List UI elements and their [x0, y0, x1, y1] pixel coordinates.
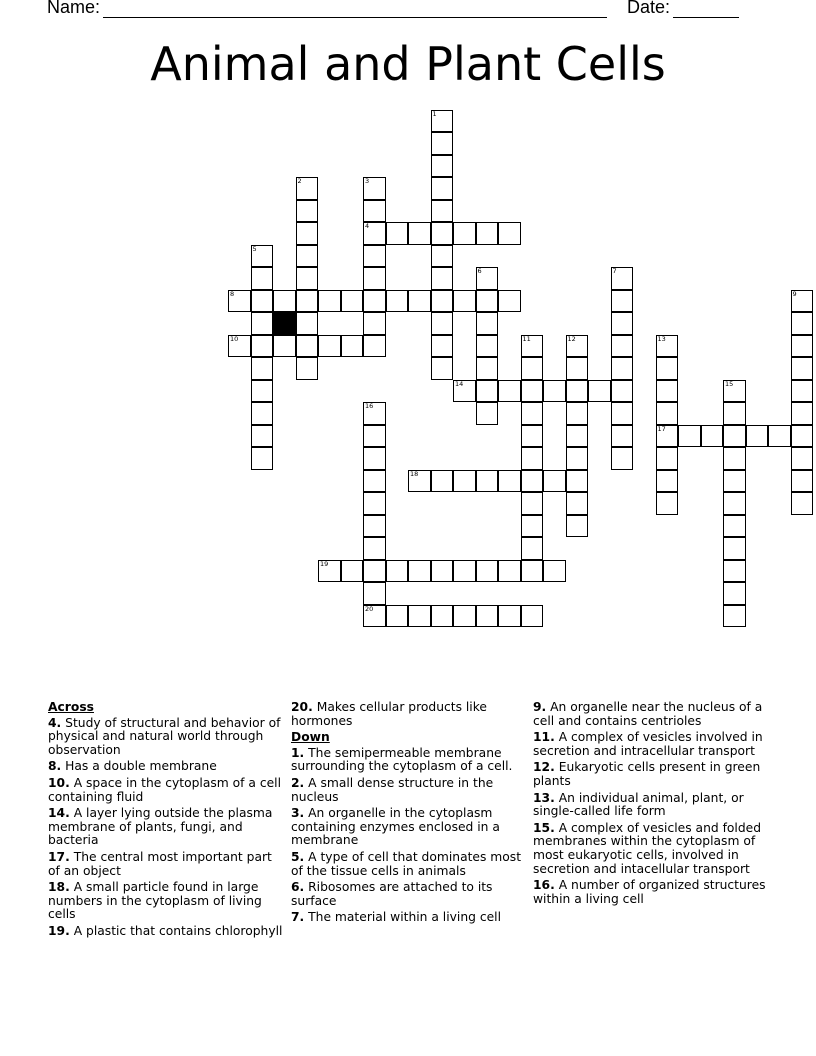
crossword-cell[interactable]: [363, 290, 386, 313]
clue-number: 3: [365, 177, 370, 185]
crossword-cell[interactable]: [408, 605, 431, 628]
clue: [533, 761, 769, 788]
crossword-cell[interactable]: [498, 290, 521, 313]
crossword-cell[interactable]: [431, 335, 454, 358]
crossword-cell[interactable]: [408, 290, 431, 313]
clue-number: 6: [477, 267, 482, 275]
crossword-cell[interactable]: [318, 335, 341, 358]
crossword-cell[interactable]: [453, 290, 476, 313]
crossword-cell[interactable]: [723, 470, 746, 493]
crossword-cell[interactable]: [453, 560, 476, 583]
crossword-cell[interactable]: [791, 447, 814, 470]
crossword-cell[interactable]: [656, 402, 679, 425]
crossword-cell[interactable]: [296, 177, 319, 200]
crossword-cell[interactable]: [431, 312, 454, 335]
clue-number: 15.: [533, 820, 555, 835]
clue-text: Eukaryotic cells present in green plants: [533, 760, 761, 788]
crossword-cell[interactable]: [723, 402, 746, 425]
crossword-cell[interactable]: [723, 515, 746, 538]
crossword-cell[interactable]: [746, 425, 769, 448]
crossword-cell[interactable]: [408, 222, 431, 245]
crossword-cell[interactable]: [791, 290, 814, 313]
clue: [48, 925, 284, 939]
crossword-cell[interactable]: [318, 290, 341, 313]
crossword-cell[interactable]: [386, 290, 409, 313]
crossword-cell[interactable]: [723, 380, 746, 403]
crossword-cell[interactable]: [431, 155, 454, 178]
crossword-cell[interactable]: [363, 537, 386, 560]
clue-number: 13.: [533, 790, 555, 805]
crossword-cell[interactable]: [386, 560, 409, 583]
clue-number: 19.: [48, 923, 70, 938]
clue: [48, 807, 284, 848]
crossword-cell[interactable]: [431, 200, 454, 223]
crossword-cell[interactable]: [296, 357, 319, 380]
crossword-cell[interactable]: [386, 222, 409, 245]
clue: [48, 881, 284, 922]
crossword-cell[interactable]: [251, 425, 274, 448]
crossword-cell[interactable]: [611, 425, 634, 448]
crossword-cell[interactable]: [363, 425, 386, 448]
crossword-cell[interactable]: [228, 335, 251, 358]
clue-number: 12: [567, 334, 576, 343]
crossword-cell[interactable]: [296, 200, 319, 223]
crossword-cell[interactable]: [251, 290, 274, 313]
crossword-cell[interactable]: [453, 222, 476, 245]
clue-text: A type of cell that dominates most of the tissue cells in animals: [291, 849, 522, 878]
clue-column-3: [533, 701, 769, 909]
crossword-block: [273, 312, 296, 335]
crossword-cell[interactable]: [656, 492, 679, 515]
clue-text: An organelle in the cytoplasm containing enzymes enclosed in a membrane: [291, 806, 500, 848]
clue-number: 2.: [291, 775, 305, 790]
crossword-cell[interactable]: [476, 357, 499, 380]
crossword-cell[interactable]: [723, 537, 746, 560]
clue-number: 6.: [291, 880, 305, 895]
crossword-cell[interactable]: [566, 492, 589, 515]
crossword-cell[interactable]: [476, 267, 499, 290]
crossword-cell[interactable]: [363, 200, 386, 223]
clue: [291, 851, 527, 878]
crossword-cell[interactable]: [386, 605, 409, 628]
clue-text: Study of structural and behavior of physical and natural world through observation: [48, 715, 281, 757]
crossword-cell[interactable]: [296, 267, 319, 290]
crossword-cell[interactable]: [476, 605, 499, 628]
clue-number: 16: [365, 402, 374, 410]
crossword-cell[interactable]: [431, 245, 454, 268]
crossword-cell[interactable]: [656, 470, 679, 493]
crossword-cell[interactable]: [363, 312, 386, 335]
crossword-cell[interactable]: [791, 402, 814, 425]
crossword-cell[interactable]: [251, 245, 274, 268]
clue-number: 11.: [533, 730, 555, 745]
crossword-cell[interactable]: [611, 447, 634, 470]
crossword-cell[interactable]: [431, 222, 454, 245]
crossword-cell[interactable]: [791, 492, 814, 515]
clue-number: 12.: [533, 760, 555, 775]
crossword-cell[interactable]: [521, 425, 544, 448]
clue-number: 1: [432, 109, 437, 118]
clue-number: 17.: [48, 849, 70, 864]
clue-number: 20.: [291, 700, 313, 714]
crossword-cell[interactable]: [498, 380, 521, 403]
crossword-cell[interactable]: [431, 605, 454, 628]
crossword-cell[interactable]: [723, 560, 746, 583]
clue: [48, 777, 284, 804]
clue-number: 8.: [48, 759, 62, 774]
clue-number: 15: [725, 379, 734, 388]
clue-text: A small dense structure in the nucleus: [291, 775, 494, 804]
crossword-cell[interactable]: [363, 222, 386, 245]
crossword-cell[interactable]: [723, 492, 746, 515]
crossword-cell[interactable]: [498, 605, 521, 628]
crossword-cell[interactable]: [498, 560, 521, 583]
clue: [291, 881, 527, 908]
crossword-cell[interactable]: [521, 470, 544, 493]
clue-text: An organelle near the nucleus of a cell and contains centrioles: [533, 700, 763, 728]
crossword-cell[interactable]: [543, 470, 566, 493]
crossword-cell[interactable]: [251, 447, 274, 470]
crossword-cell[interactable]: [363, 492, 386, 515]
clue-number: 19: [320, 559, 329, 568]
crossword-cell[interactable]: [341, 335, 364, 358]
crossword-cell[interactable]: [521, 335, 544, 358]
crossword-cell[interactable]: [521, 515, 544, 538]
clue: [291, 747, 527, 774]
crossword-cell[interactable]: [363, 177, 386, 200]
crossword-cell[interactable]: [656, 380, 679, 403]
crossword-cell[interactable]: [543, 380, 566, 403]
clue: [48, 760, 284, 774]
crossword-cell[interactable]: [498, 470, 521, 493]
crossword-cell[interactable]: [521, 492, 544, 515]
crossword-cell[interactable]: [476, 470, 499, 493]
crossword-cell[interactable]: [453, 605, 476, 628]
clue-number: 14: [455, 379, 464, 388]
clue: [291, 701, 527, 728]
crossword-cell[interactable]: [656, 357, 679, 380]
crossword-cell[interactable]: [588, 380, 611, 403]
crossword-cell[interactable]: [566, 402, 589, 425]
clue-text: Ribosomes are attached to its surface: [291, 880, 493, 908]
crossword-cell[interactable]: [296, 312, 319, 335]
crossword-cell[interactable]: [453, 470, 476, 493]
clue-number: 16.: [533, 878, 555, 893]
crossword-cell[interactable]: [656, 447, 679, 470]
crossword-cell[interactable]: [566, 515, 589, 538]
clue-number: 20: [365, 604, 374, 613]
crossword-cell[interactable]: [476, 380, 499, 403]
clue-text: Has a double membrane: [61, 759, 217, 774]
crossword-cell[interactable]: [251, 335, 274, 358]
crossword-cell[interactable]: [296, 290, 319, 313]
crossword-cell[interactable]: [521, 605, 544, 628]
clue-number: 7.: [291, 910, 305, 925]
crossword-cell[interactable]: [431, 470, 454, 493]
crossword-cell[interactable]: [476, 402, 499, 425]
clue-text: A layer lying outside the plasma membrane of plants, fungi, and bacteria: [48, 806, 273, 848]
crossword-cell[interactable]: [611, 267, 634, 290]
crossword-cell[interactable]: [656, 425, 679, 448]
across-heading: Across: [48, 700, 94, 714]
crossword-cell[interactable]: [228, 290, 251, 313]
clue: [533, 701, 769, 728]
crossword-cell[interactable]: [251, 357, 274, 380]
crossword-cell[interactable]: [273, 290, 296, 313]
clue-column-2: [291, 701, 527, 928]
clue-text: A space in the cytoplasm of a cell containing fluid: [48, 775, 282, 804]
crossword-cell[interactable]: [566, 470, 589, 493]
clue-number: 5: [252, 244, 257, 253]
crossword-cell[interactable]: [723, 447, 746, 470]
crossword-cell[interactable]: [431, 290, 454, 313]
clue-number: 3.: [291, 806, 305, 821]
clue-number: 8: [230, 289, 235, 298]
clue: [533, 822, 769, 876]
crossword-cell[interactable]: [431, 132, 454, 155]
crossword-cell[interactable]: [566, 335, 589, 358]
clue: [48, 851, 284, 878]
clue-number: 1.: [291, 745, 305, 760]
crossword-cell[interactable]: [611, 402, 634, 425]
clue-number: 2: [297, 177, 302, 185]
crossword-cell[interactable]: [363, 515, 386, 538]
crossword-cell[interactable]: [408, 470, 431, 493]
crossword-cell[interactable]: [611, 335, 634, 358]
crossword-cell[interactable]: [701, 425, 724, 448]
clue-text: An individual animal, plant, or single-called life form: [533, 790, 744, 819]
name-label: Name:: [47, 0, 101, 17]
crossword-cell[interactable]: [341, 560, 364, 583]
crossword-cell[interactable]: [476, 335, 499, 358]
crossword-cell[interactable]: [296, 222, 319, 245]
crossword-cell[interactable]: [363, 267, 386, 290]
clue-number: 5.: [291, 849, 305, 864]
page-title: Animal and Plant Cells: [150, 37, 666, 91]
clue-number: 4: [365, 222, 370, 230]
crossword-cell[interactable]: [363, 470, 386, 493]
crossword-cell[interactable]: [363, 245, 386, 268]
clue-column-1: [48, 701, 284, 942]
clue-text: The material within a living cell: [304, 910, 502, 925]
clue-text: Makes cellular products like hormones: [291, 700, 487, 728]
crossword-cell[interactable]: [723, 582, 746, 605]
crossword-cell[interactable]: [273, 335, 296, 358]
crossword-cell[interactable]: [566, 447, 589, 470]
clue-text: The semipermeable membrane surrounding the cytoplasm of a cell.: [291, 745, 513, 774]
crossword-cell[interactable]: [678, 425, 701, 448]
clue: [291, 777, 527, 804]
crossword-cell[interactable]: [611, 357, 634, 380]
clue-number: 17: [657, 424, 666, 433]
clue-number: 4.: [48, 715, 62, 730]
clue: [533, 792, 769, 819]
clue-number: 14.: [48, 806, 70, 821]
crossword-cell[interactable]: [611, 380, 634, 403]
clue: [291, 911, 527, 925]
crossword-cell[interactable]: [521, 537, 544, 560]
crossword-cell[interactable]: [656, 335, 679, 358]
crossword-cell[interactable]: [566, 425, 589, 448]
crossword-cell[interactable]: [791, 335, 814, 358]
crossword-cell[interactable]: [476, 222, 499, 245]
crossword-cell[interactable]: [723, 425, 746, 448]
clue-number: 18: [410, 469, 419, 478]
clue-text: A plastic that contains chlorophyll: [69, 923, 283, 938]
clue-text: The central most important part of an object: [48, 849, 272, 878]
clue-text: A small particle found in large numbers in the cytoplasm of living cells: [48, 880, 262, 922]
clue-number: 10: [230, 334, 239, 343]
clue: [291, 807, 527, 848]
clue: [48, 717, 284, 758]
clue-number: 13: [657, 334, 666, 343]
crossword-cell[interactable]: [791, 380, 814, 403]
crossword-cell[interactable]: [363, 560, 386, 583]
crossword-cell[interactable]: [296, 335, 319, 358]
crossword-cell[interactable]: [296, 245, 319, 268]
crossword-cell[interactable]: [791, 470, 814, 493]
crossword-cell[interactable]: [341, 290, 364, 313]
clue-text: A complex of vesicles and folded membranes within the cytoplasm of most eukaryotic cells, involved in secretion and intacellular transport: [533, 820, 762, 876]
crossword-cell[interactable]: [431, 177, 454, 200]
crossword-cell[interactable]: [566, 380, 589, 403]
crossword-cell[interactable]: [768, 425, 791, 448]
crossword-cell[interactable]: [251, 267, 274, 290]
crossword-cell[interactable]: [791, 312, 814, 335]
crossword-cell[interactable]: [521, 357, 544, 380]
crossword-cell[interactable]: [363, 582, 386, 605]
crossword-cell[interactable]: [431, 357, 454, 380]
crossword-cell[interactable]: [498, 222, 521, 245]
crossword-cell[interactable]: [318, 560, 341, 583]
crossword-cell[interactable]: [521, 402, 544, 425]
clue-number: 9.: [533, 700, 547, 714]
crossword-cell[interactable]: [611, 290, 634, 313]
crossword-cell[interactable]: [566, 357, 589, 380]
crossword-cell[interactable]: [543, 560, 566, 583]
crossword-cell[interactable]: [408, 560, 431, 583]
clue-number: 18.: [48, 880, 70, 895]
crossword-cell[interactable]: [363, 605, 386, 628]
date-label: Date:: [627, 0, 671, 17]
crossword-cell[interactable]: [476, 312, 499, 335]
clue-text: A complex of vesicles involved in secretion and intracellular transport: [533, 730, 763, 758]
crossword-cell[interactable]: [723, 605, 746, 628]
crossword-cell[interactable]: [363, 402, 386, 425]
crossword-cell[interactable]: [521, 560, 544, 583]
crossword-cell[interactable]: [251, 380, 274, 403]
clue: [533, 879, 769, 906]
crossword-cell[interactable]: [521, 447, 544, 470]
crossword-cell[interactable]: [251, 312, 274, 335]
crossword-cell[interactable]: [521, 380, 544, 403]
crossword-cell[interactable]: [431, 267, 454, 290]
crossword-cell[interactable]: [363, 335, 386, 358]
clue-number: 11: [522, 334, 531, 343]
crossword-cell[interactable]: [611, 312, 634, 335]
crossword-cell[interactable]: [431, 110, 454, 133]
crossword-cell[interactable]: [476, 290, 499, 313]
clue-text: A number of organized structures within a living cell: [533, 878, 766, 906]
clue-number: 10.: [48, 775, 70, 790]
crossword-cell[interactable]: [791, 425, 814, 448]
crossword-cell[interactable]: [431, 560, 454, 583]
crossword-cell[interactable]: [251, 402, 274, 425]
down-heading: Down: [291, 730, 330, 745]
crossword-cell[interactable]: [476, 560, 499, 583]
clue: [533, 731, 769, 758]
clue-number: 7: [612, 267, 617, 275]
crossword-cell[interactable]: [453, 380, 476, 403]
crossword-cell[interactable]: [791, 357, 814, 380]
clue-number: 9: [792, 289, 797, 298]
crossword-cell[interactable]: [363, 447, 386, 470]
